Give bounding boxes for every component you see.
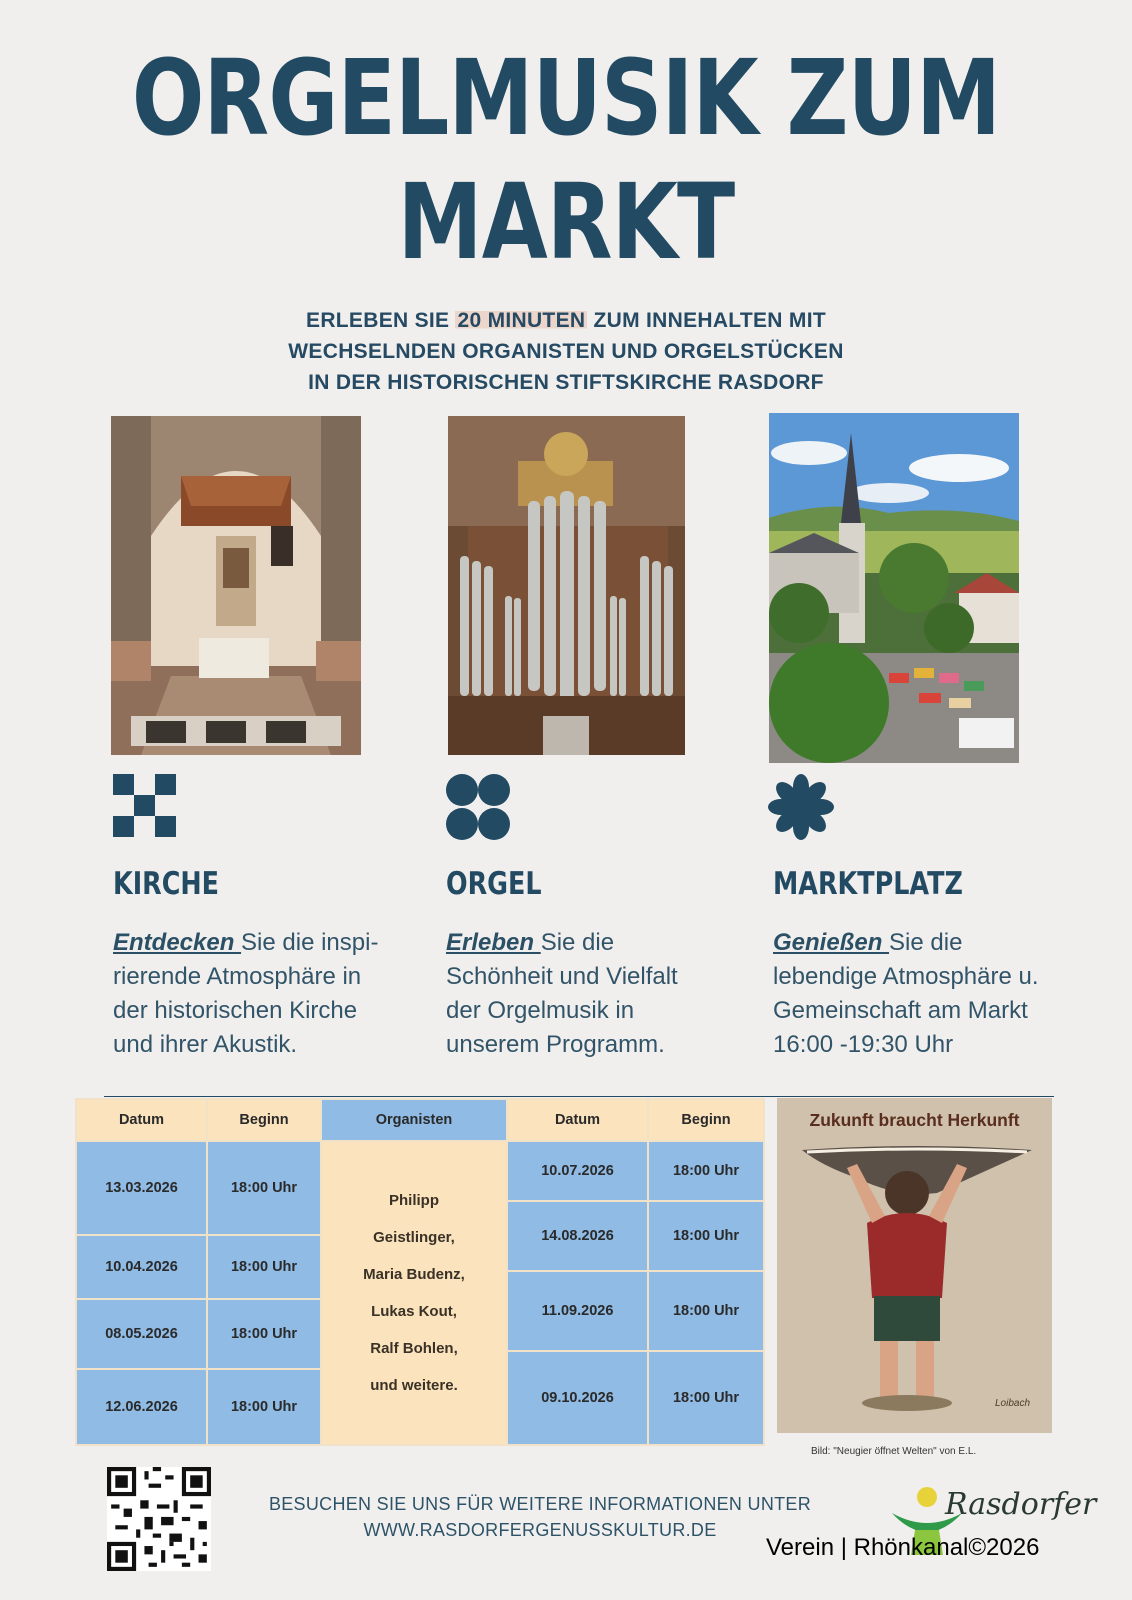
header-datum: Datum [76,1099,207,1141]
organist-line: Geistlinger, [373,1229,455,1246]
subtitle-text: ERLEBEN SIE [306,309,456,332]
header-datum: Datum [507,1099,648,1141]
table-cell-time: 18:00 Uhr [648,1141,764,1201]
emphasis-word: Erleben [446,929,541,956]
desc-line: rierende Atmosphäre in [113,963,362,990]
organists-cell [321,1141,507,1445]
header-organisten: Organisten [321,1099,507,1141]
desc-text: Sie die [889,929,963,956]
desc-line: der Orgelmusik in [446,997,635,1024]
table-cell-time: 18:00 Uhr [207,1235,321,1299]
subtitle-highlight: 20 MINUTEN [457,309,586,332]
table-cell-time: 18:00 Uhr [207,1141,321,1235]
table-cell-date: 13.03.2026 [76,1141,207,1235]
schedule-table [75,1098,765,1446]
header-beginn: Beginn [207,1099,321,1141]
church-interior-photo [111,416,361,755]
desc-line: und ihrer Akustik. [113,1031,298,1058]
header-beginn: Beginn [648,1099,764,1141]
table-cell-time: 18:00 Uhr [648,1351,764,1445]
organist-line: Ralf Bohlen, [370,1340,458,1357]
marktplatz-description [773,926,1113,1062]
checker-icon [113,774,177,838]
table-cell-date: 12.06.2026 [76,1369,207,1445]
page-title-line-2: MARKT [397,161,735,283]
table-cell-date: 10.07.2026 [507,1141,648,1201]
footer-line-1: BESUCHEN SIE UNS FÜR WEITERE INFORMATIONEN UNTER [268,1494,812,1514]
organ-photo [448,416,685,755]
table-cell-time: 18:00 Uhr [648,1271,764,1351]
logo-text: Rasdorfer [945,1487,1097,1522]
qr-code-icon[interactable] [107,1467,211,1571]
watermark-text: Verein | Rhönkanal©2026 [766,1534,1040,1561]
desc-line: 16:00 -19:30 Uhr [773,1031,954,1058]
subtitle-text: ZUM INNEHALTEN MIT [587,309,826,332]
table-cell-time: 18:00 Uhr [648,1201,764,1271]
desc-text: Sie die inspi- [241,929,379,956]
page-title-line-1: ORGELMUSIK ZUM [131,37,1001,159]
organist-line: Lukas Kout, [371,1303,457,1320]
orgel-description [446,926,766,1062]
four-circles-icon [446,774,510,840]
organist-line: Philipp [389,1192,439,1209]
emphasis-word: Entdecken [113,929,242,956]
painting-signature: Loibach [995,1398,1031,1409]
label-marktplatz: MARKTPLATZ [773,866,963,902]
table-cell-date: 10.04.2026 [76,1235,207,1299]
painting-title: Zukunft braucht Herkunft [809,1110,1020,1130]
kirche-description [113,926,433,1062]
desc-line: Schönheit und Vielfalt [446,963,678,990]
table-cell-date: 09.10.2026 [507,1351,648,1445]
subtitle-line-2: WECHSELNDEN ORGANISTEN UND ORGELSTÜCKEN [288,340,844,363]
table-cell-date: 08.05.2026 [76,1299,207,1369]
organist-line: Maria Budenz, [363,1266,465,1283]
footer-info [250,1491,830,1543]
subtitle [0,305,1132,398]
divider [104,1096,1054,1097]
emphasis-word: Genießen [773,929,890,956]
organist-line: und weitere. [370,1377,458,1394]
painting-artwork [777,1098,1052,1433]
desc-line: unserem Programm. [446,1031,665,1058]
table-cell-date: 14.08.2026 [507,1201,648,1271]
desc-line: Gemeinschaft am Markt [773,997,1028,1024]
market-town-photo [769,413,1019,763]
painting-caption: Bild: "Neugier öffnet Welten" von E.L. [811,1446,977,1457]
subtitle-line-3: IN DER HISTORISCHEN STIFTSKIRCHE RASDORF [308,371,824,394]
desc-text: Sie die [540,929,615,956]
footer-website-link[interactable]: WWW.RASDORFERGENUSSKULTUR.DE [363,1520,717,1540]
desc-line: lebendige Atmosphäre u. [773,963,1039,990]
label-orgel: ORGEL [446,866,542,902]
desc-line: der historischen Kirche [113,997,358,1024]
table-cell-time: 18:00 Uhr [207,1299,321,1369]
table-cell-date: 11.09.2026 [507,1271,648,1351]
flower-asterisk-icon [768,774,834,840]
table-cell-time: 18:00 Uhr [207,1369,321,1445]
label-kirche: KIRCHE [113,866,220,902]
